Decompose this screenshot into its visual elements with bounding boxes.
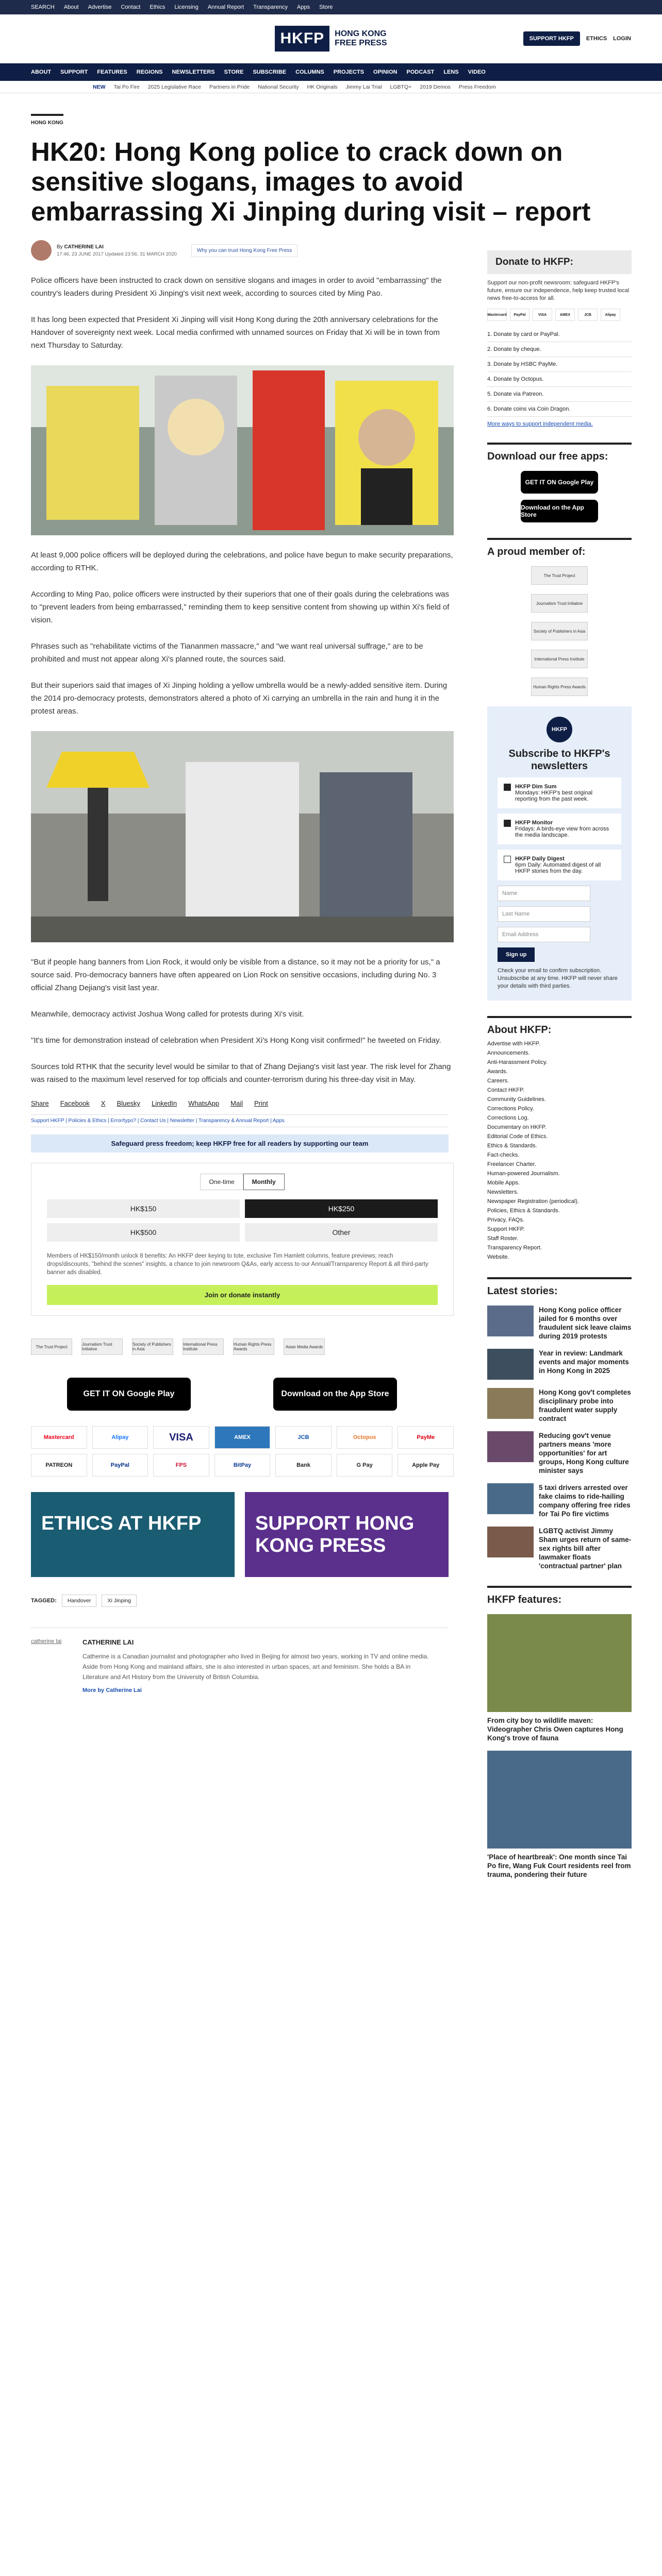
- logo-line1: HONG KONG: [335, 29, 387, 38]
- apps-title: Download our free apps:: [487, 443, 632, 463]
- feature-title[interactable]: 'Place of heartbreak': One month since Tai Po fire, Wang Fuk Court residents reel from trauma, pondering their future: [487, 1853, 631, 1878]
- author-box: [31, 1628, 449, 1693]
- trending-bar: [0, 81, 662, 93]
- feature-image: [487, 1614, 632, 1712]
- sidebar: [487, 257, 632, 1879]
- jti-logo[interactable]: Journalism Trust Initiative: [81, 1338, 123, 1355]
- more-by-author-link[interactable]: More by Catherine Lai: [82, 1687, 142, 1693]
- story-item[interactable]: [487, 1483, 632, 1518]
- hrpa-logo[interactable]: Human Rights Press Awards: [233, 1338, 274, 1355]
- photo-illustration: [31, 731, 454, 942]
- nl-name: HKFP Monitor: [515, 820, 553, 826]
- hkfp-badge: HKFP: [547, 717, 572, 742]
- ipi-logo[interactable]: International Press Institute: [531, 650, 588, 668]
- side-google-play-badge[interactable]: GET IT ON Google Play: [521, 471, 598, 494]
- amex-icon: AMEX: [214, 1426, 271, 1449]
- author-bio: Catherine is a Canadian journalist and photographer who lived in Beijing for almost two years, working in TV and online media. Aside from Hong Kong and mainland affairs, she is also interested in urban spaces, art and feminism. She holds a BA in Literature and Art History from the University of British Columbia.: [82, 1653, 429, 1681]
- member-benefits: Members of HK$150/month unlock 8 benefits: An HKFP deer keying to tote, exclusive Tim Hamlett columns, feature previews; reach drops/discounts, "behind the scenes" insights, a chance to join newsroom Q&As, early access to our Annual/Transparency Report & all third-party banner ads disabled.: [47, 1253, 428, 1276]
- trending-item[interactable]: National Security: [258, 83, 299, 90]
- paragraph: Police officers have been instructed to crack down on sensitive slogans and images in order to avoid "embarrassing" the country's leaders during President Xi Jinping's visit next week, according to sources cited by Ming Pao.: [31, 276, 442, 298]
- about-link[interactable]: Mobile Apps.: [487, 1180, 520, 1186]
- newsletter-note: Check your email to confirm subscription. Unsubscribe at any time. HKFP will never share your details with third parties.: [498, 968, 618, 989]
- about-links: [487, 1039, 632, 1262]
- nav-regions[interactable]: REGIONS: [136, 69, 163, 75]
- author-avatar: [31, 240, 52, 261]
- nl-desc: Mondays: HKFP's best original reporting from the past week.: [515, 790, 593, 802]
- author-photo: catherine lai: [31, 1638, 62, 1645]
- about-link[interactable]: Contact HKFP.: [487, 1087, 524, 1093]
- byline-prefix: By: [57, 244, 63, 250]
- paragraph: According to Ming Pao, police officers were instructed by their superiors that one of their goals during the celebrations was to "prevent leaders from being embarrassed," reminding them to keep sensitive content from showing up within Xi's field of vision.: [31, 590, 450, 624]
- article-photo-xi-banners: [31, 365, 454, 535]
- about-link[interactable]: Newspaper Registration (periodical).: [487, 1198, 579, 1205]
- story-title[interactable]: Year in review: Landmark events and major moments in Hong Kong in 2025: [539, 1349, 629, 1375]
- features-list: [487, 1614, 632, 1879]
- trending-item[interactable]: LGBTQ+: [390, 83, 412, 90]
- donate-methods: [487, 327, 632, 417]
- about-link[interactable]: Policies, Ethics & Standards.: [487, 1208, 560, 1214]
- google-pay-icon: G Pay: [337, 1454, 393, 1477]
- donate-method[interactable]: 6. Donate coins via Coin Dragon.: [487, 402, 632, 417]
- fps-icon: FPS: [153, 1454, 209, 1477]
- trust-project-logo[interactable]: The Trust Project: [31, 1338, 72, 1355]
- logo-mark: HKFP: [275, 26, 329, 52]
- about-link[interactable]: Freelancer Charter.: [487, 1161, 536, 1167]
- share-mail[interactable]: Mail: [230, 1099, 243, 1107]
- story-title[interactable]: Hong Kong gov't completes disciplinary probe into fraudulent water supply contract: [539, 1388, 631, 1422]
- nl-name: HKFP Daily Digest: [515, 856, 565, 862]
- ethics-button[interactable]: ETHICS: [586, 36, 607, 42]
- bitpay-icon: BitPay: [214, 1454, 271, 1477]
- about-link[interactable]: Fact-checks.: [487, 1152, 520, 1158]
- about-link[interactable]: Documentary on HKFP.: [487, 1124, 547, 1130]
- story-item[interactable]: [487, 1306, 632, 1341]
- store-link[interactable]: Store: [319, 4, 333, 10]
- author-name[interactable]: CATHERINE LAI: [64, 244, 104, 250]
- annual-report-link[interactable]: Annual Report: [207, 4, 244, 10]
- about-link[interactable]: About: [63, 4, 79, 10]
- signup-button[interactable]: Sign up: [498, 947, 535, 962]
- side-app-store-badge[interactable]: Download on the App Store: [521, 500, 598, 522]
- share-facebook[interactable]: Facebook: [60, 1099, 90, 1107]
- nav-projects[interactable]: PROJECTS: [333, 69, 365, 75]
- trending-item[interactable]: Tai Po Fire: [113, 83, 140, 90]
- member-title: A proud member of:: [487, 538, 632, 558]
- photo-illustration: [31, 365, 454, 535]
- apple-pay-icon: Apple Pay: [398, 1454, 454, 1477]
- jti-logo[interactable]: Journalism Trust Initiative: [531, 594, 588, 613]
- join-button[interactable]: Join or donate instantly: [47, 1285, 438, 1305]
- nl-desc: 6pm Daily: Automated digest of all HKFP stories from the day.: [515, 862, 601, 874]
- trending-item[interactable]: 2025 Legislative Race: [147, 83, 202, 90]
- sopa-logo[interactable]: Society of Publishers in Asia: [531, 622, 588, 640]
- alipay-icon: Alipay: [92, 1426, 148, 1449]
- story-thumbnail: [487, 1527, 534, 1557]
- nav-podcast[interactable]: PODCAST: [406, 69, 435, 75]
- about-link[interactable]: Advertise with HKFP.: [487, 1041, 540, 1047]
- about-link[interactable]: Anti-Harassment Policy.: [487, 1059, 548, 1065]
- tags: [31, 1595, 449, 1607]
- share-print[interactable]: Print: [254, 1099, 268, 1107]
- promo-banners: [31, 1492, 449, 1577]
- about-link[interactable]: Support HKFP.: [487, 1226, 525, 1232]
- tab-one-time[interactable]: One-time: [200, 1174, 243, 1190]
- trending-item[interactable]: HK Originals: [307, 83, 338, 90]
- utility-bar: [0, 0, 662, 14]
- donate-method[interactable]: 1. Donate by card or PayPal.: [487, 327, 632, 342]
- logo-line2: FREE PRESS: [335, 39, 387, 47]
- latest-title: Latest stories:: [487, 1277, 632, 1297]
- octopus-icon: Octopus: [337, 1426, 393, 1449]
- amount-other[interactable]: Other: [245, 1223, 438, 1242]
- share-bluesky[interactable]: Bluesky: [117, 1099, 140, 1107]
- category-label[interactable]: HONG KONG: [31, 114, 63, 126]
- amount-option[interactable]: HK$150: [47, 1199, 240, 1218]
- google-play-badge[interactable]: GET IT ON Google Play: [67, 1378, 191, 1411]
- feature-item[interactable]: [487, 1614, 632, 1742]
- donate-method[interactable]: 5. Donate via Patreon.: [487, 387, 632, 402]
- about-link[interactable]: Newsletters.: [487, 1189, 519, 1195]
- ethics-promo-text: ETHICS AT HKFP: [41, 1513, 202, 1534]
- side-donate: [487, 250, 632, 274]
- latest-stories: [487, 1306, 632, 1570]
- article-header: [0, 93, 662, 261]
- article-column: [31, 261, 453, 1693]
- article-photo-umbrella-protest: [31, 731, 454, 942]
- visa-icon: VISA: [153, 1426, 209, 1449]
- email-field[interactable]: Email Address: [498, 927, 590, 942]
- share-x[interactable]: X: [101, 1099, 106, 1107]
- share-bar: [31, 1099, 449, 1107]
- support-banner[interactable]: Safeguard press freedom; keep HKFP free for all readers by supporting our team: [31, 1134, 449, 1153]
- mastercard-icon: Mastercard: [487, 309, 507, 321]
- jcb-icon: JCB: [578, 309, 598, 321]
- nav-lens[interactable]: LENS: [443, 69, 459, 75]
- about-link[interactable]: Human-powered Journalism.: [487, 1171, 560, 1177]
- apps-link[interactable]: Apps: [297, 4, 310, 10]
- paypal-icon: PayPal: [510, 309, 529, 321]
- about-link[interactable]: Transparency Report.: [487, 1245, 542, 1251]
- headline: HK20: Hong Kong police to crack down on sensitive slogans, images to avoid embarrassing Xi Jinping during visit – report: [31, 137, 591, 226]
- nl-name: HKFP Dim Sum: [515, 784, 557, 790]
- trending-label: NEW: [93, 83, 106, 90]
- name-field[interactable]: Name: [498, 886, 590, 901]
- support-promo-text: SUPPORT HONG KONG PRESS: [255, 1513, 415, 1556]
- bank-icon: Bank: [275, 1454, 332, 1477]
- trending-item[interactable]: Press Freedom: [458, 83, 496, 90]
- donate-method[interactable]: 4. Donate by Octopus.: [487, 372, 632, 387]
- about-link[interactable]: Privacy, FAQs.: [487, 1217, 524, 1223]
- donate-title: Donate to HKFP:: [495, 257, 573, 267]
- jcb-icon: JCB: [275, 1426, 332, 1449]
- article-dates: 17:46, 23 JUNE 2017 Updated 23:56, 31 MARCH 2020: [57, 251, 177, 257]
- story-thumbnail: [487, 1431, 534, 1462]
- about-link[interactable]: Corrections Policy.: [487, 1106, 534, 1112]
- story-title[interactable]: 5 taxi drivers arrested over fake claims to ride-hailing company offering free rides for Tai Po fire victims: [539, 1484, 631, 1518]
- app-store-badge[interactable]: Download on the App Store: [273, 1378, 397, 1411]
- share-whatsapp[interactable]: WhatsApp: [188, 1099, 220, 1107]
- trust-project-logo[interactable]: The Trust Project: [531, 566, 588, 585]
- more-ways-link[interactable]: More ways to support independent media.: [487, 421, 593, 427]
- share-label: Share: [31, 1099, 49, 1107]
- story-thumbnail: [487, 1349, 534, 1380]
- amount-option-selected[interactable]: HK$250: [245, 1199, 438, 1218]
- checkbox[interactable]: [504, 856, 511, 863]
- about-link[interactable]: Staff Roster.: [487, 1235, 519, 1242]
- nl-desc: Fridays: A birds-eye view from across the media landscape.: [515, 826, 609, 838]
- search-link[interactable]: SEARCH: [31, 4, 55, 10]
- story-item[interactable]: [487, 1388, 632, 1423]
- about-link[interactable]: Announcements.: [487, 1050, 530, 1056]
- feature-title[interactable]: From city boy to wildlife maven: Videographer Chris Owen captures Hong Kong's trove of fauna: [487, 1717, 623, 1742]
- trust-link[interactable]: Why you can trust Hong Kong Free Press: [191, 244, 298, 257]
- about-link[interactable]: Awards.: [487, 1069, 508, 1075]
- nav-subscribe[interactable]: SUBSCRIBE: [253, 69, 287, 75]
- nav-store[interactable]: STORE: [224, 69, 244, 75]
- trust-logos: [31, 1336, 449, 1357]
- ethics-promo[interactable]: [31, 1492, 235, 1577]
- donate-text[interactable]: Support our non-profit newsroom: safeguard HKFP's future, ensure our independence, help keep trusted local news free-to-access for all.: [487, 280, 630, 301]
- nav-features[interactable]: FEATURES: [97, 69, 127, 75]
- hrpa-logo[interactable]: Human Rights Press Awards: [531, 677, 588, 696]
- licensing-link[interactable]: Licensing: [174, 4, 198, 10]
- newsletter-option[interactable]: [498, 814, 621, 844]
- side-payment-icons: [487, 309, 632, 321]
- story-thumbnail: [487, 1388, 534, 1419]
- amex-icon: AMEX: [555, 309, 575, 321]
- ethics-link[interactable]: Ethics: [150, 4, 166, 10]
- login-button[interactable]: LOGIN: [613, 36, 631, 42]
- ama-logo[interactable]: Asian Media Awards: [284, 1338, 325, 1355]
- checkbox[interactable]: [504, 820, 511, 827]
- newsletter-title: Subscribe to HKFP's newsletters: [508, 748, 610, 772]
- paragraph: Phrases such as "rehabilitate victims of the Tiananmen massacre," and "we want real universal suffrage," are to be prohibited and must not appear along Xi's planned route, the sources said.: [31, 642, 423, 664]
- last-name-field[interactable]: Last Name: [498, 906, 590, 922]
- about-link[interactable]: Website.: [487, 1254, 509, 1260]
- tab-monthly[interactable]: Monthly: [243, 1174, 285, 1190]
- about-link[interactable]: Corrections Log.: [487, 1115, 529, 1121]
- paragraph: "It's time for demonstration instead of celebration when President Xi's Hong Kong visit confirmed!" he tweeted on Friday.: [31, 1036, 441, 1045]
- payment-methods: [31, 1426, 454, 1477]
- visa-icon: VISA: [533, 309, 552, 321]
- newsletter-box: [487, 706, 632, 1001]
- story-thumbnail: [487, 1306, 534, 1336]
- policy-links[interactable]: Support HKFP | Policies & Ethics | Error/typo? | Contact Us | Newsletter | Transparency & Annual Report | Apps: [31, 1114, 449, 1127]
- nav-newsletters[interactable]: NEWSLETTERS: [172, 69, 215, 75]
- paragraph: Sources told RTHK that the security level would be similar to that of Zhang Dejiang's visit last year. The risk level for Zhang was raised to the maximum level reserved for top officials and counter-terrorism during his three-day visit in May.: [31, 1062, 451, 1084]
- features-title: HKFP features:: [487, 1586, 632, 1606]
- paypal-icon: PayPal: [92, 1454, 148, 1477]
- paragraph: Meanwhile, democracy activist Joshua Wong called for protests during Xi's visit.: [31, 1010, 304, 1019]
- story-title[interactable]: Reducing gov't venue partners means 'more opportunities' for art groups, Hong Kong culture minister says: [539, 1432, 629, 1475]
- about-link[interactable]: Careers.: [487, 1078, 509, 1084]
- member-logos: [487, 566, 632, 696]
- payme-icon: PayMe: [398, 1426, 454, 1449]
- tag-handover[interactable]: Handover: [62, 1595, 97, 1607]
- mastercard-icon: Mastercard: [31, 1426, 87, 1449]
- paragraph: It has long been expected that President Xi Jinping will visit Hong Kong during the 20th anniversary celebrations for the Handover of sovereignty next week. Local media confirmed with unnamed sources on Friday that Xi will be in town from next Thursday to Saturday.: [31, 315, 440, 350]
- alipay-icon: Alipay: [601, 309, 620, 321]
- content-area: [0, 257, 662, 1878]
- tags-label: TAGGED:: [31, 1598, 57, 1604]
- feature-item[interactable]: [487, 1751, 632, 1879]
- paragraph: "But if people hang banners from Lion Rock, it would only be visible from a distance, so it may not be a priority for us," a source said. Pro-democracy banners have often appeared on Lion Rock on sensitive occasions, including during No. 3 official Zhang Dejiang's visit last year.: [31, 958, 440, 992]
- transparency-link[interactable]: Transparency: [253, 4, 288, 10]
- masthead: [0, 14, 662, 63]
- amount-option[interactable]: HK$500: [47, 1223, 240, 1242]
- support-promo[interactable]: [245, 1492, 449, 1577]
- story-item[interactable]: [487, 1431, 632, 1475]
- share-linkedin[interactable]: LinkedIn: [152, 1099, 177, 1107]
- story-item[interactable]: [487, 1527, 632, 1570]
- ipi-logo[interactable]: International Press Institute: [183, 1338, 224, 1355]
- tag-xi-jinping[interactable]: Xi Jinping: [102, 1595, 137, 1607]
- nav-video[interactable]: VIDEO: [468, 69, 486, 75]
- donate-method[interactable]: 3. Donate by HSBC PayMe.: [487, 357, 632, 372]
- nav-columns[interactable]: COLUMNS: [295, 69, 324, 75]
- donate-widget: [31, 1163, 454, 1316]
- story-title[interactable]: Hong Kong police officer jailed for 6 months over fraudulent sick leave claims during 2019 protests: [539, 1306, 632, 1340]
- advertise-link[interactable]: Advertise: [88, 4, 112, 10]
- nav-opinion[interactable]: OPINION: [373, 69, 398, 75]
- donate-method[interactable]: 2. Donate by cheque.: [487, 342, 632, 357]
- site-logo[interactable]: [275, 26, 387, 52]
- trending-item[interactable]: Partners in Pride: [209, 83, 250, 90]
- paragraph: At least 9,000 police officers will be deployed during the celebrations, and police have begun to make security preparations, according to RTHK.: [31, 551, 453, 572]
- paragraph: But their superiors said that images of Xi Jinping holding a yellow umbrella would be a newly-added sensitive item. During the 2014 pro-democracy protests, demonstrators altered a photo of Xi carrying an umbrella in the rain and hung it in the protest areas.: [31, 681, 448, 716]
- about-link[interactable]: Editorial Code of Ethics.: [487, 1133, 548, 1140]
- sopa-logo[interactable]: Society of Publishers in Asia: [132, 1338, 173, 1355]
- newsletter-option[interactable]: [498, 777, 621, 808]
- about-link[interactable]: Ethics & Standards.: [487, 1143, 537, 1149]
- story-thumbnail: [487, 1483, 534, 1514]
- nav-about[interactable]: ABOUT: [31, 69, 52, 75]
- patreon-icon: PATREON: [31, 1454, 87, 1477]
- support-hkfp-button[interactable]: SUPPORT HKFP: [523, 31, 580, 46]
- story-item[interactable]: [487, 1349, 632, 1380]
- story-title[interactable]: LGBTQ activist Jimmy Sham urges return of same-sex rights bill after lawmaker floats 'contractual partner' plan: [539, 1527, 632, 1570]
- newsletter-option[interactable]: [498, 850, 621, 880]
- author-box-name[interactable]: CATHERINE LAI: [82, 1638, 134, 1646]
- feature-image: [487, 1751, 632, 1849]
- about-title: About HKFP:: [487, 1016, 632, 1036]
- article-body: [31, 274, 454, 1086]
- contact-link[interactable]: Contact: [121, 4, 141, 10]
- trending-item[interactable]: 2019 Demos: [420, 83, 451, 90]
- about-link[interactable]: Community Guidelines.: [487, 1096, 546, 1103]
- nav-support[interactable]: SUPPORT: [60, 69, 88, 75]
- trending-item[interactable]: Jimmy Lai Trial: [345, 83, 382, 90]
- checkbox[interactable]: [504, 784, 511, 791]
- main-nav: [0, 63, 662, 81]
